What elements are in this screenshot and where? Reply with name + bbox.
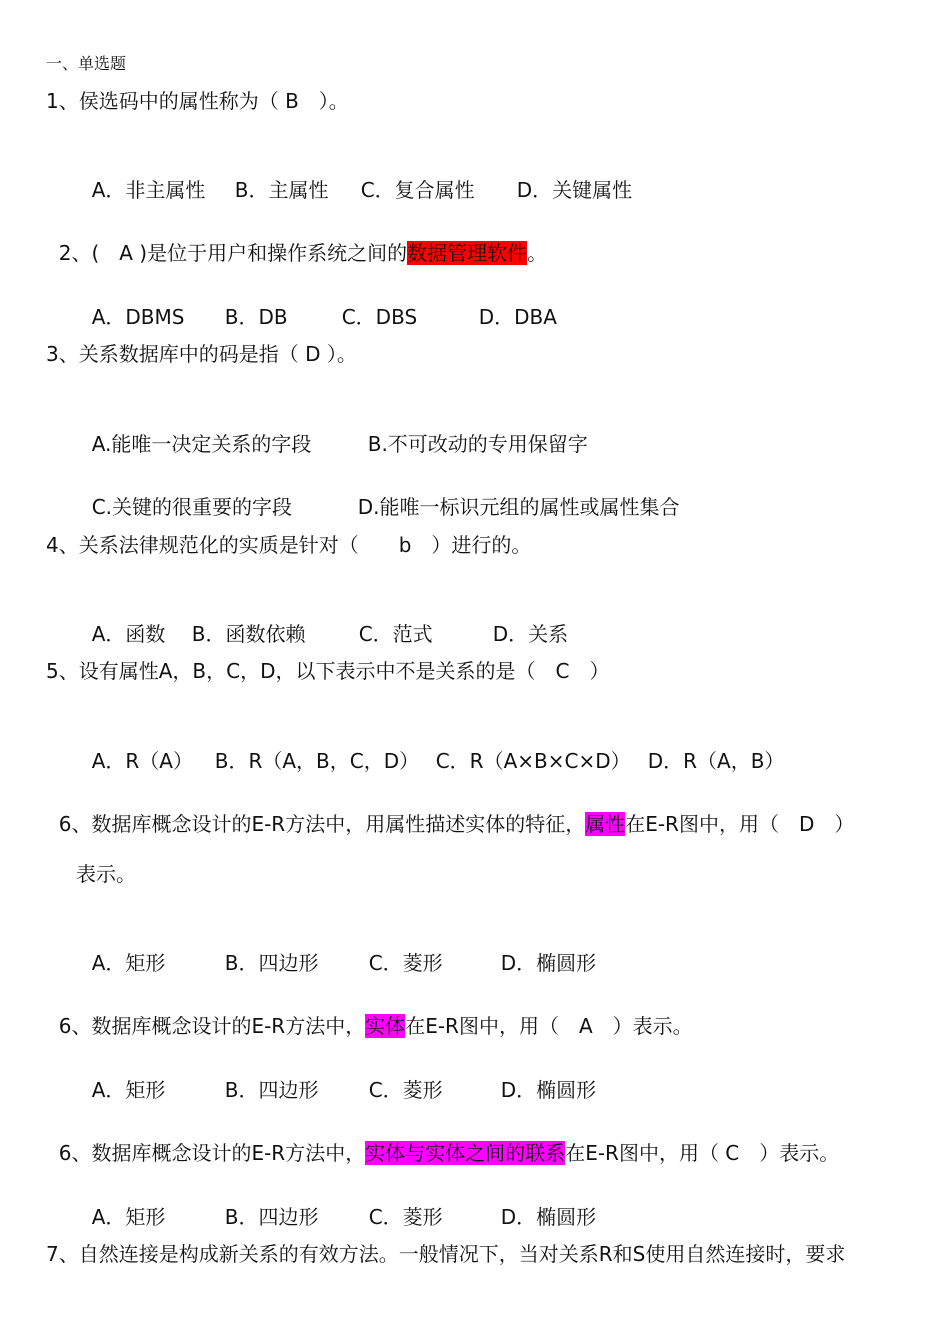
question-6-entity-options — [79, 1051, 596, 1103]
question-6-stem: 6、数据库概念设计的E-R方法中， — [58, 1014, 366, 1038]
option-c: C．范式 — [358, 622, 433, 646]
option-b: B．DB — [224, 305, 288, 329]
option-a: A.能唯一决定关系的字段 — [91, 432, 312, 456]
question-5-options — [79, 722, 784, 774]
option-b: B.不可改动的专用保留字 — [367, 432, 588, 456]
option-b: B．四边形 — [224, 1205, 319, 1229]
question-6-relationship — [46, 1114, 839, 1166]
question-5: 5、设有属性A，B，C，D，以下表示中不是关系的是（ C ） — [46, 659, 610, 683]
option-a: A．函数 — [91, 622, 166, 646]
option-a: A．DBMS — [91, 305, 185, 329]
question-3: 3、关系数据库中的码是指（ D ）。 — [46, 342, 357, 366]
option-d: D．关系 — [492, 622, 569, 646]
option-a: A．矩形 — [91, 1205, 166, 1229]
question-6-relationship-options — [79, 1178, 596, 1230]
question-6-entity — [46, 987, 693, 1039]
question-6-stem: 6、数据库概念设计的E-R方法中，用属性描述实体的特征， — [58, 812, 586, 836]
question-6-attribute — [46, 785, 854, 837]
option-b: B．四边形 — [224, 951, 319, 975]
question-1: 1、侯选码中的属性称为（ B ）。 — [46, 89, 349, 113]
question-4-options — [79, 595, 568, 647]
question-2-end: 。 — [527, 241, 548, 265]
option-d: D．DBA — [478, 305, 557, 329]
option-d: D．椭圆形 — [500, 1205, 597, 1229]
option-a: A．非主属性 — [91, 178, 206, 202]
option-b: B．四边形 — [224, 1078, 319, 1102]
question-2 — [46, 214, 547, 266]
question-6-end: 在E-R图中，用（ D ） — [625, 812, 855, 836]
option-d: D．关键属性 — [516, 178, 633, 202]
highlight-magenta: 属性 — [585, 812, 626, 836]
section-title: 一、单选题 — [46, 54, 127, 73]
option-d: D．椭圆形 — [500, 1078, 597, 1102]
option-c: C．菱形 — [368, 951, 443, 975]
option-c: C．菱形 — [368, 1205, 443, 1229]
question-1-options — [79, 151, 632, 203]
question-3-options-1 — [79, 405, 588, 457]
option-c: C．R（A×B×C×D） — [435, 749, 631, 773]
option-c: C.关键的很重要的字段 — [91, 495, 293, 519]
option-a: A．矩形 — [91, 1078, 166, 1102]
option-d: D．椭圆形 — [500, 951, 597, 975]
option-a: A．矩形 — [91, 951, 166, 975]
question-6-end: 在E-R图中，用（ A ）表示。 — [405, 1014, 693, 1038]
option-b: B．R（A，B，C，D） — [214, 749, 420, 773]
highlight-magenta: 实体与实体之间的联系 — [365, 1141, 566, 1165]
highlight-red: 数据管理软件 — [407, 241, 528, 265]
question-2-options — [79, 278, 557, 330]
option-c: C．复合属性 — [360, 178, 475, 202]
question-4: 4、关系法律规范化的实质是针对（ b ）进行的。 — [46, 533, 532, 557]
option-a: A．R（A） — [91, 749, 193, 773]
option-b: B．函数依赖 — [191, 622, 306, 646]
option-c: C．DBS — [341, 305, 418, 329]
question-7: 7、自然连接是构成新关系的有效方法。一般情况下，当对关系R和S使用自然连接时，要求 — [46, 1242, 846, 1266]
option-d: D.能唯一标识元组的属性或属性集合 — [357, 495, 680, 519]
question-6-stem: 6、数据库概念设计的E-R方法中， — [58, 1141, 366, 1165]
question-6-attribute-options — [79, 924, 596, 976]
option-d: D．R（A，B） — [647, 749, 785, 773]
question-6-end: 在E-R图中，用（ C ）表示。 — [565, 1141, 840, 1165]
option-b: B．主属性 — [234, 178, 329, 202]
question-3-options-2 — [79, 468, 679, 520]
highlight-magenta: 实体 — [365, 1014, 406, 1038]
question-2-stem: 2、( A )是位于用户和操作系统之间的 — [58, 241, 408, 265]
option-c: C．菱形 — [368, 1078, 443, 1102]
question-6-continuation: 表示。 — [76, 862, 136, 886]
